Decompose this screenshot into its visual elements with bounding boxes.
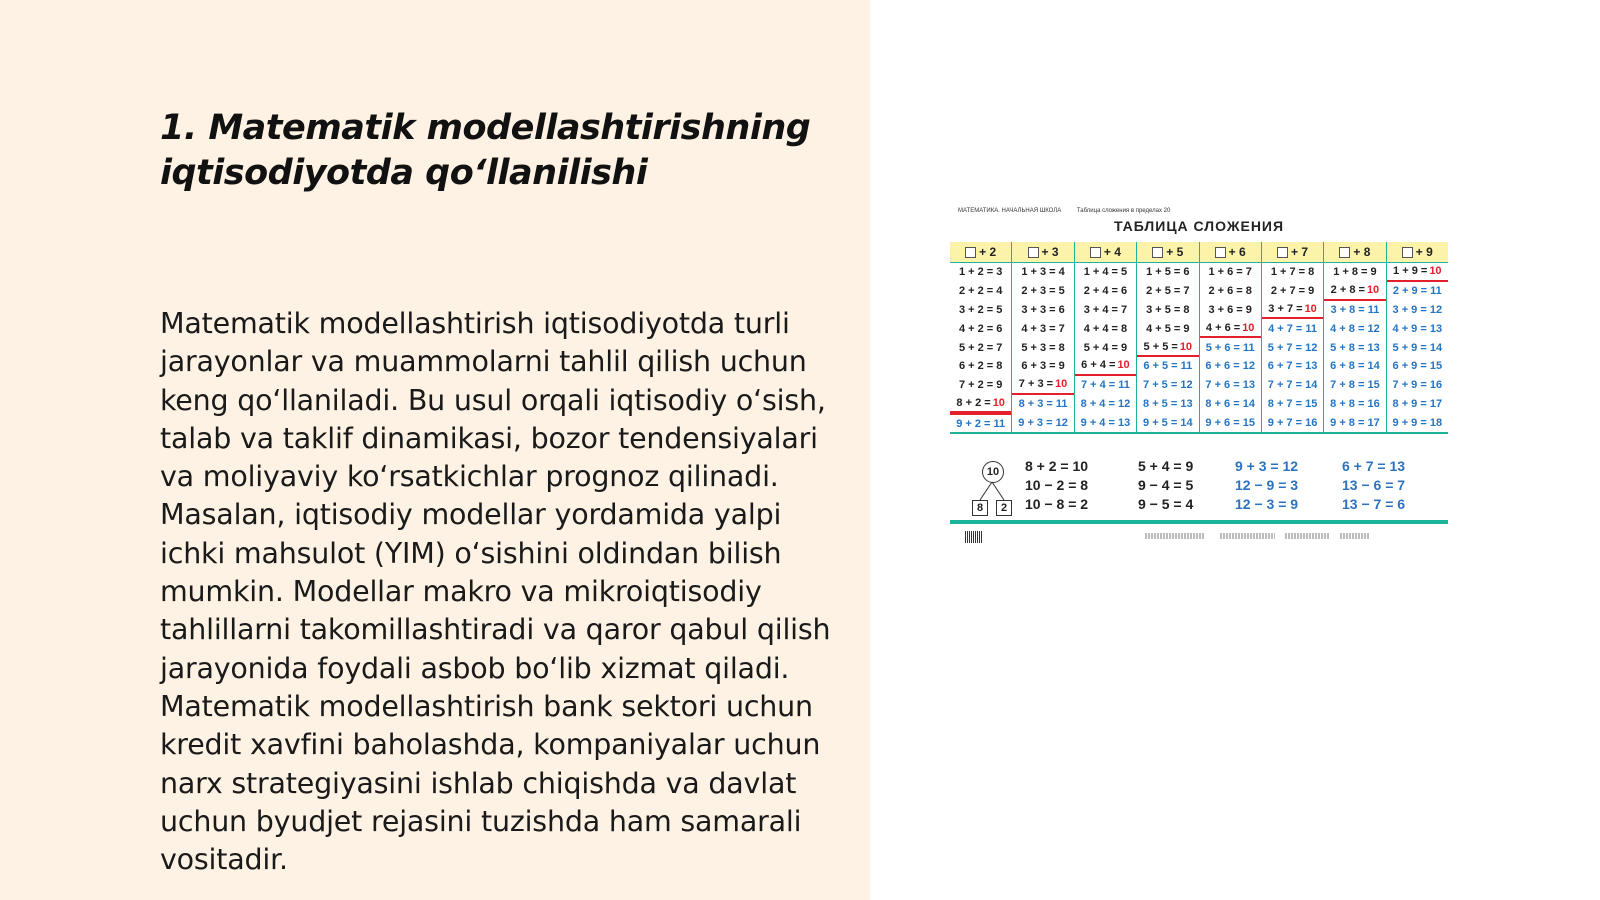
- equation-cell: 9 + 5 = 14: [1143, 416, 1193, 429]
- equation-cell: 2 + 5 = 7: [1146, 285, 1190, 298]
- equation-cell: 2 + 2 = 4: [958, 285, 1003, 298]
- equation-cell: 2 + 4 = 6: [1083, 285, 1128, 298]
- equation-cell: 1 + 9 = 10: [1387, 263, 1448, 282]
- equation-cell: 3 + 9 = 12: [1392, 303, 1443, 316]
- empty-box-icon: [1028, 247, 1039, 258]
- equation-cell: 5 + 8 = 13: [1330, 341, 1380, 354]
- equation-cell: 6 + 5 = 11: [1143, 360, 1193, 373]
- column-header: [950, 242, 1011, 263]
- slide-body-text: Matematik modellashtirish iqtisodiyotda turli jarayonlar va muammolarni tahlil qilish uchun keng qo‘llaniladi. Bu usul orqali iqtisodiy o‘sish, talab va taklif dinamikasi, bozor tendensiyalari va moliyaviy ko‘rsatkichlar prognoz qilinadi. Masalan, iqtisodiy modellar yordamida yalpi ichki mahsulot (YIM) o‘sishini oldindan bilish mumkin. Modellar makro va mikroiqtisodiy tahlillarni takomillashtiradi va qaror qabul qilish jarayonida foydali asbob bo‘lib xizmat qiladi. Matematik modellashtirish bank sektori uchun kredit xavfini baholashda, kompaniyalar uchun narx strategiyasini ishlab chiqishda va davlat uchun byudjet rejasini tuzishda ham samarali vositadir.: [160, 307, 831, 877]
- equation-cell: 2 + 7 = 9: [1270, 285, 1315, 298]
- equation-cell: 7 + 4 = 11: [1080, 379, 1130, 392]
- publisher-info: [1285, 533, 1330, 539]
- equation-cell: 6 + 2 = 8: [958, 360, 1003, 373]
- equation-cell: 3 + 6 = 9: [1208, 303, 1252, 316]
- equation-cell: 4 + 5 = 9: [1146, 322, 1190, 335]
- equation-line: 13 − 6 = 7: [1342, 477, 1406, 493]
- equation-cell: 1 + 6 = 7: [1208, 266, 1252, 279]
- column-header-label: + 8: [1353, 245, 1371, 259]
- equation-cell: 7 + 6 = 13: [1205, 379, 1255, 392]
- equation-cell: 5 + 4 = 9: [1083, 341, 1128, 354]
- equation-cell: 1 + 3 = 4: [1021, 266, 1065, 279]
- column-header-label: + 9: [1415, 245, 1433, 259]
- equation-cell: 5 + 6 = 11: [1205, 341, 1255, 354]
- equation-line: 9 − 5 = 4: [1138, 496, 1194, 512]
- equation-cell: 1 + 7 = 8: [1270, 266, 1315, 279]
- equation-line: 6 + 7 = 13: [1342, 458, 1406, 474]
- equation-cell: 6 + 7 = 13: [1267, 360, 1318, 373]
- empty-box-icon: [1277, 247, 1288, 258]
- addend-column: [1261, 242, 1323, 432]
- equation-cell: 8 + 6 = 14: [1205, 397, 1255, 410]
- equation-cell: 7 + 7 = 14: [1267, 379, 1318, 392]
- equation-cell: 8 + 7 = 15: [1267, 397, 1318, 410]
- equation-group: [1138, 458, 1193, 515]
- equation-cell: 4 + 6 = 10: [1200, 319, 1261, 338]
- addition-grid: [950, 242, 1448, 434]
- equation-line: 13 − 7 = 6: [1342, 496, 1406, 512]
- composition-part-right: 2: [996, 500, 1012, 516]
- equation-cell: 4 + 7 = 11: [1268, 322, 1318, 335]
- equation-cell: 6 + 4 = 10: [1075, 357, 1136, 376]
- composition-branches: [972, 482, 1012, 500]
- column-header-label: + 6: [1228, 245, 1246, 259]
- equation-cell: 2 + 6 = 8: [1208, 285, 1252, 298]
- empty-box-icon: [965, 247, 976, 258]
- addend-column: [950, 242, 1011, 432]
- column-header: [1262, 242, 1323, 263]
- publisher-info: [1145, 533, 1205, 539]
- empty-box-icon: [1152, 247, 1163, 258]
- equation-cell: 9 + 9 = 18: [1392, 416, 1443, 429]
- equation-group: [1235, 458, 1298, 515]
- equation-cell: 1 + 5 = 6: [1146, 266, 1190, 279]
- poster-header-left: МАТЕМАТИКА. НАЧАЛЬНАЯ ШКОЛА: [958, 208, 1062, 214]
- equation-cell: 2 + 9 = 11: [1392, 285, 1442, 298]
- column-header: [1137, 242, 1198, 263]
- equation-cell: 5 + 3 = 8: [1021, 341, 1065, 354]
- equation-cell: 4 + 2 = 6: [958, 322, 1003, 335]
- column-header-label: + 5: [1166, 245, 1184, 259]
- equation-cell: 7 + 8 = 15: [1330, 379, 1380, 392]
- equation-cell: 4 + 3 = 7: [1021, 322, 1065, 335]
- equation-cell: 3 + 3 = 6: [1021, 303, 1065, 316]
- column-header: [1387, 242, 1448, 263]
- equation-cell: 3 + 7 = 10: [1262, 301, 1323, 320]
- column-header: [1200, 242, 1261, 263]
- equation-cell: 5 + 2 = 7: [958, 341, 1003, 354]
- addend-column: [1011, 242, 1073, 432]
- column-header: [1012, 242, 1073, 263]
- equation-cell: 9 + 6 = 15: [1205, 416, 1255, 429]
- equation-group: [1342, 458, 1405, 515]
- equation-cell: 9 + 8 = 17: [1330, 416, 1380, 429]
- equation-line: 9 + 3 = 12: [1235, 458, 1299, 474]
- equation-cell: 9 + 4 = 13: [1080, 416, 1131, 429]
- equation-line: 8 + 2 = 10: [1025, 458, 1089, 474]
- equation-cell: 8 + 3 = 11: [1018, 397, 1068, 410]
- equation-cell: 8 + 4 = 12: [1080, 397, 1131, 410]
- equation-line: 12 − 3 = 9: [1235, 496, 1299, 512]
- empty-box-icon: [1339, 247, 1350, 258]
- composition-whole: 10: [982, 461, 1004, 483]
- equation-cell: 9 + 7 = 16: [1267, 416, 1318, 429]
- empty-box-icon: [1402, 247, 1413, 258]
- equation-cell: 3 + 2 = 5: [958, 303, 1003, 316]
- column-header-label: + 7: [1291, 245, 1309, 259]
- equation-cell: 4 + 8 = 12: [1330, 322, 1380, 335]
- equation-cell: 2 + 3 = 5: [1021, 285, 1065, 298]
- equation-line: 12 − 9 = 3: [1235, 477, 1299, 493]
- equation-cell: 8 + 2 = 10: [950, 395, 1011, 414]
- equation-cell: 3 + 4 = 7: [1083, 303, 1128, 316]
- poster-bottom-line: [950, 520, 1448, 524]
- equation-cell: 2 + 8 = 10: [1324, 282, 1385, 301]
- slide-title: 1. Matematik modellashtirishning iqtisodiyotda qo‘llanilishi: [160, 108, 811, 193]
- equation-cell: 4 + 9 = 13: [1392, 322, 1443, 335]
- equation-cell: 3 + 5 = 8: [1146, 303, 1190, 316]
- equation-cell: 7 + 2 = 9: [958, 379, 1003, 392]
- column-header-label: + 4: [1103, 245, 1121, 259]
- equation-cell: 8 + 9 = 17: [1392, 397, 1443, 410]
- poster-title: ТАБЛИЦА СЛОЖЕНИЯ: [1113, 218, 1285, 234]
- equation-line: 10 − 2 = 8: [1025, 477, 1089, 493]
- number-composition-area: [950, 458, 1448, 518]
- poster-header: [958, 208, 1170, 214]
- addend-column: [1199, 242, 1261, 432]
- equation-cell: 3 + 8 = 11: [1330, 303, 1380, 316]
- equation-cell: 5 + 7 = 12: [1267, 341, 1318, 354]
- equation-cell: 6 + 8 = 14: [1330, 360, 1380, 373]
- empty-box-icon: [1090, 247, 1101, 258]
- column-header-label: + 3: [1041, 245, 1059, 259]
- equation-cell: 9 + 2 = 11: [950, 413, 1011, 432]
- equation-cell: 1 + 2 = 3: [958, 266, 1003, 279]
- equation-line: 10 − 8 = 2: [1025, 496, 1089, 512]
- equation-cell: 1 + 4 = 5: [1083, 266, 1128, 279]
- equation-cell: 6 + 9 = 15: [1392, 360, 1443, 373]
- equation-cell: 7 + 3 = 10: [1012, 376, 1073, 395]
- equation-cell: 4 + 4 = 8: [1083, 322, 1128, 335]
- equation-cell: 5 + 9 = 14: [1392, 341, 1443, 354]
- addend-column: [1323, 242, 1385, 432]
- equation-cell: 6 + 3 = 9: [1021, 360, 1065, 373]
- empty-box-icon: [1215, 247, 1226, 258]
- addend-column: [1136, 242, 1198, 432]
- addition-table-image: [945, 200, 1453, 550]
- equation-cell: 8 + 8 = 16: [1330, 397, 1380, 410]
- barcode: [965, 531, 983, 543]
- equation-cell: 8 + 5 = 13: [1143, 397, 1193, 410]
- equation-cell: 5 + 5 = 10: [1137, 338, 1198, 357]
- equation-cell: 7 + 9 = 16: [1392, 379, 1443, 392]
- column-header: [1324, 242, 1385, 263]
- publisher-info: [1220, 533, 1275, 539]
- composition-part-left: 8: [972, 500, 988, 516]
- poster-header-right: Таблица сложения в пределах 20: [1076, 208, 1171, 214]
- equation-line: 9 − 4 = 5: [1138, 477, 1194, 493]
- equation-cell: 9 + 3 = 12: [1018, 416, 1068, 429]
- equation-line: 5 + 4 = 9: [1138, 458, 1194, 474]
- addend-column: [1074, 242, 1136, 432]
- publisher-info: [1340, 533, 1370, 539]
- column-header: [1075, 242, 1136, 263]
- column-header-label: + 2: [979, 245, 997, 259]
- equation-cell: 6 + 6 = 12: [1205, 360, 1255, 373]
- addend-column: [1386, 242, 1448, 432]
- equation-cell: 1 + 8 = 9: [1333, 266, 1377, 279]
- equation-cell: 7 + 5 = 12: [1143, 379, 1193, 392]
- equation-group: [1025, 458, 1088, 515]
